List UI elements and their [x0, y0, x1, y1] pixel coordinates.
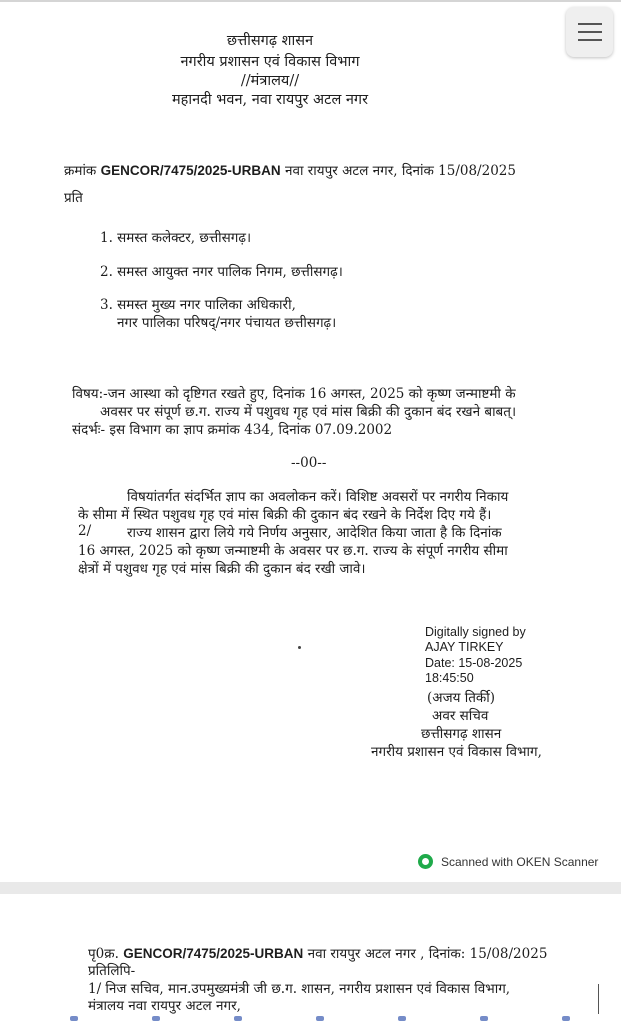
bleed-mark: [316, 1016, 324, 1021]
bleed-through-marks: [70, 1016, 570, 1022]
page2-copy1-line2: मंत्रालय नवा रायपुर अटल नगर,: [88, 998, 241, 1014]
bleed-mark: [70, 1016, 78, 1021]
reference-place-date: नवा रायपुर अटल नगर, दिनांक 15/08/2025: [284, 163, 516, 179]
scanner-watermark: [418, 854, 598, 869]
document-page-2: [0, 894, 621, 1024]
bleed-mark: [152, 1016, 160, 1021]
header-ministry: //मंत्रालय//: [240, 73, 300, 89]
page2-copy1-line1: 1/ निज सचिव, मान.उपमुख्यमंत्री जी छ.ग. शासन, नगरीय प्रशासन एवं विकास विभाग,: [88, 981, 511, 997]
header-address: महानदी भवन, नवा रायपुर अटल नगर: [171, 92, 369, 108]
header-govt: छत्तीसगढ़ शासन: [226, 33, 314, 49]
menu-button[interactable]: [566, 7, 613, 57]
recipient-item: 3. समस्त मुख्य नगर पालिका अधिकारी,: [100, 297, 296, 313]
body-para2-line1: राज्य शासन द्वारा लिये गये निर्णय अनुसार, आदेशित किया जाता है कि दिनांक: [127, 525, 502, 541]
header-department: नगरीय प्रशासन एवं विकास विभाग: [180, 54, 360, 70]
page2-reference-line: [88, 944, 547, 962]
bleed-mark: [562, 1016, 570, 1021]
subject-reference: संदर्भः- इस विभाग का ज्ञाप क्रमांक 434, दिनांक 07.09.2002: [72, 422, 393, 438]
scanner-text: Scanned with OKEN Scanner: [441, 854, 599, 869]
signatory-designation: अवर सचिव: [432, 708, 489, 724]
to-label: प्रति: [64, 190, 83, 206]
body-para1-line2: के सीमा में स्थित पशुवध गृह एवं मांस बिक्री की दुकान बंद रखने के निर्देश दिए गये हैं।: [78, 507, 492, 523]
subject-line-2: अवसर पर संपूर्ण छ.ग. राज्य में पशुवध गृह एवं मांस बिक्री की दुकान बंद रखने बाबत्।: [100, 404, 517, 420]
separator: --00--: [291, 455, 327, 471]
recipient-item-continued: नगर पालिका परिषद्/नगर पंचायत छत्तीसगढ़।: [117, 315, 337, 331]
page-top-border: [0, 0, 621, 2]
digital-signature-line1: Digitally signed by: [425, 625, 526, 639]
menu-icon-bar: [578, 31, 602, 33]
recipient-item: 1. समस्त कलेक्टर, छत्तीसगढ़।: [100, 230, 252, 246]
signatory-department: नगरीय प्रशासन एवं विकास विभाग,: [371, 744, 542, 760]
recipient-item: 2. समस्त आयुक्त नगर पालिक निगम, छत्तीसगढ़।: [100, 264, 343, 280]
reference-line: [64, 161, 516, 179]
page2-reference-prefix: पृ0क्र.: [88, 946, 119, 962]
digital-signature-time: 18:45:50: [425, 671, 474, 685]
stray-dot: [298, 646, 301, 649]
menu-icon-bar: [578, 39, 602, 41]
body-para2-line2: 16 अगस्त, 2025 को कृष्ण जन्माष्टमी के अवसर पर छ.ग. राज्य के संपूर्ण नगरीय सीमा: [78, 543, 508, 559]
body-para1-line1: विषयांतर्गत संदर्भित ज्ञाप का अवलोकन करें। विशिष्ट अवसरों पर नगरीय निकाय: [127, 489, 509, 505]
digital-signature-name: AJAY TIRKEY: [425, 640, 504, 654]
page2-copy-label: प्रतिलिपि-: [88, 963, 136, 979]
page-edge-mark: [598, 984, 599, 1014]
menu-icon-bar: [578, 23, 602, 25]
reference-prefix: क्रमांक: [64, 163, 97, 179]
oken-scanner-icon: [418, 854, 433, 869]
signatory-name: (अजय तिर्की): [427, 690, 496, 706]
signatory-govt: छत्तीसगढ़ शासन: [421, 726, 502, 742]
bleed-mark: [234, 1016, 242, 1021]
bleed-mark: [398, 1016, 406, 1021]
reference-number: GENCOR/7475/2025-URBAN: [100, 163, 281, 178]
body-para2-line3: क्षेत्रों में पशुवध गृह एवं मांस बिक्री की दुकान बंद रखी जावे।: [78, 561, 366, 577]
page2-reference-number: GENCOR/7475/2025-URBAN: [123, 946, 304, 961]
page2-reference-place-date: नवा रायपुर अटल नगर , दिनांक: 15/08/2025: [307, 946, 548, 962]
subject-line-1: विषय:-जन आस्था को दृष्टिगत रखते हुए, दिनांक 16 अगस्त, 2025 को कृष्ण जन्माष्टमी के: [72, 386, 516, 402]
bleed-mark: [480, 1016, 488, 1021]
digital-signature-date: Date: 15-08-2025: [425, 656, 523, 670]
body-para2-number: 2/: [78, 523, 92, 539]
